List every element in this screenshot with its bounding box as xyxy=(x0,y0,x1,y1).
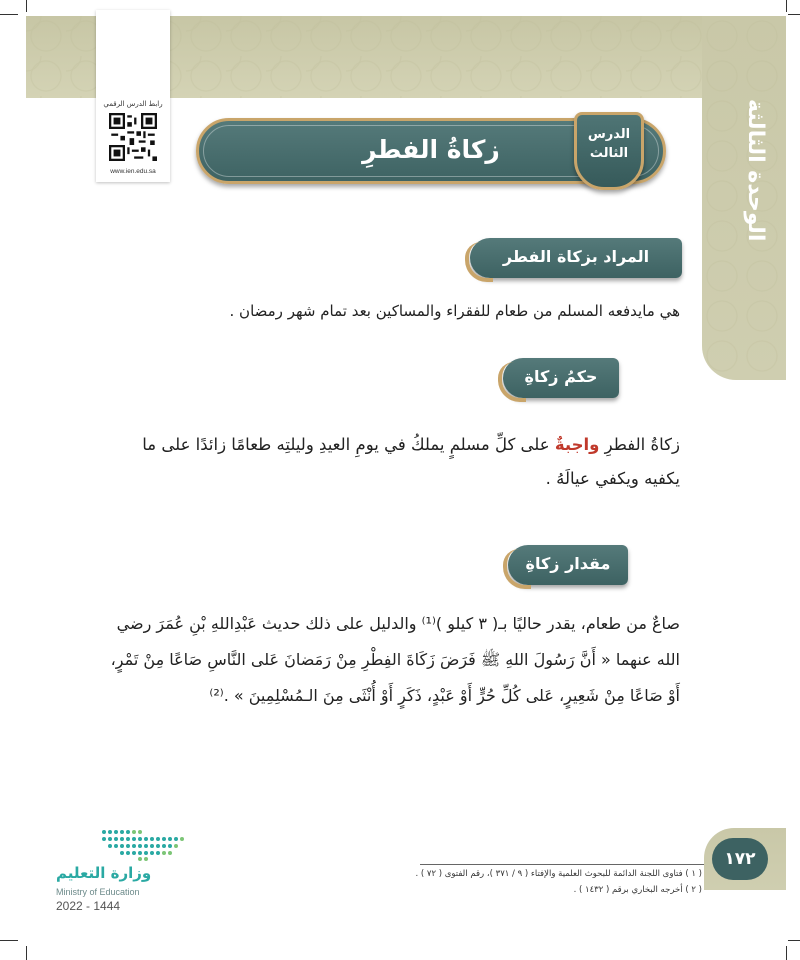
lesson-badge xyxy=(574,112,644,190)
qr-card[interactable] xyxy=(96,10,170,182)
ruling-text-start: زكاةُ الفطرِ xyxy=(599,435,680,454)
page-number: ١٧٢ xyxy=(712,838,768,880)
footnote-1: ( ١ ) فتاوى اللجنة الدائمة للبحوث العلمية والإفتاء ( ٩ / ٣٧١ )، رقم الفتوى ( ٧٢ ) . xyxy=(415,869,702,879)
ruling-highlight: واجبةٌ xyxy=(554,435,600,454)
ruling-text-end: على كلِّ مسلمٍ يملكُ في يومِ العيدِ وليلتِه طعامًا زائدًا على ما يكفيه ويكفي عيالَهُ . xyxy=(142,435,680,488)
crop-mark xyxy=(786,0,787,12)
lesson-title: زكاةُ الفطرِ xyxy=(362,135,500,164)
ministry-year: 2022 - 1444 xyxy=(56,899,121,913)
lesson-badge-line1: الدرس xyxy=(587,127,631,142)
crop-mark xyxy=(786,946,787,960)
ministry-name-english: Ministry of Education xyxy=(56,887,140,897)
footnote-2: ( ٢ ) أخرجه البخاري برقم ( ١٤٣٢ ) . xyxy=(573,885,702,895)
section-body-definition: هي مايدفعه المسلم من طعام للفقراء والمساكين بعد تمام شهر رمضان . xyxy=(229,302,680,320)
section-heading-definition xyxy=(470,238,682,278)
section-heading-ruling xyxy=(503,358,619,424)
footnote-divider xyxy=(420,864,704,865)
qr-code-icon[interactable] xyxy=(109,113,157,161)
crop-mark xyxy=(26,0,27,12)
section-heading-text: مقدار زكاةِ الفطرِ xyxy=(525,554,611,611)
section-body-ruling xyxy=(140,428,680,496)
section-heading-amount xyxy=(508,545,628,611)
ministry-name-arabic: وزارة التعليم xyxy=(56,864,152,882)
qr-label: رابط الدرس الرقمي xyxy=(103,100,163,108)
section-heading-text: حكمُ زكاةِ الفطرِ xyxy=(524,367,598,424)
crop-mark xyxy=(26,946,27,960)
lesson-badge-line2: الثالث xyxy=(589,146,629,161)
crop-mark xyxy=(0,940,18,941)
crop-mark xyxy=(788,940,800,941)
qr-url: www.ien.edu.sa xyxy=(110,168,156,175)
section-heading-text: المراد بزكاة الفطر xyxy=(502,247,650,266)
section-body-amount: صاعٌ من طعام، يقدر حاليًا بـ( ٣ كيلو )⁽¹⁾ والدليل على ذلك حديث عَبْدِاللهِ بْنِ عُمَرَ رضي الله عنهما « أَنَّ رَسُولَ اللهِ ﷺ فَرَضَ زَكَاةَ الفِطْرِ مِنْ رَمَضانَ عَلى النَّاسِ صَاعًا مِنْ تَمْرٍ، أَوْ صَاعًا مِنْ شَعِيرٍ، عَلى كُلِّ حُرٍّ أَوْ عَبْدٍ، ذَكَرٍ أَوْ أُنْثَى مِنَ الـمُسْلِمِينَ » .⁽²⁾ xyxy=(110,614,680,705)
crop-mark xyxy=(788,14,800,15)
crop-mark xyxy=(0,14,18,15)
unit-title: الوحدة الثالثة xyxy=(743,98,768,242)
ministry-logo-icon xyxy=(96,826,186,862)
